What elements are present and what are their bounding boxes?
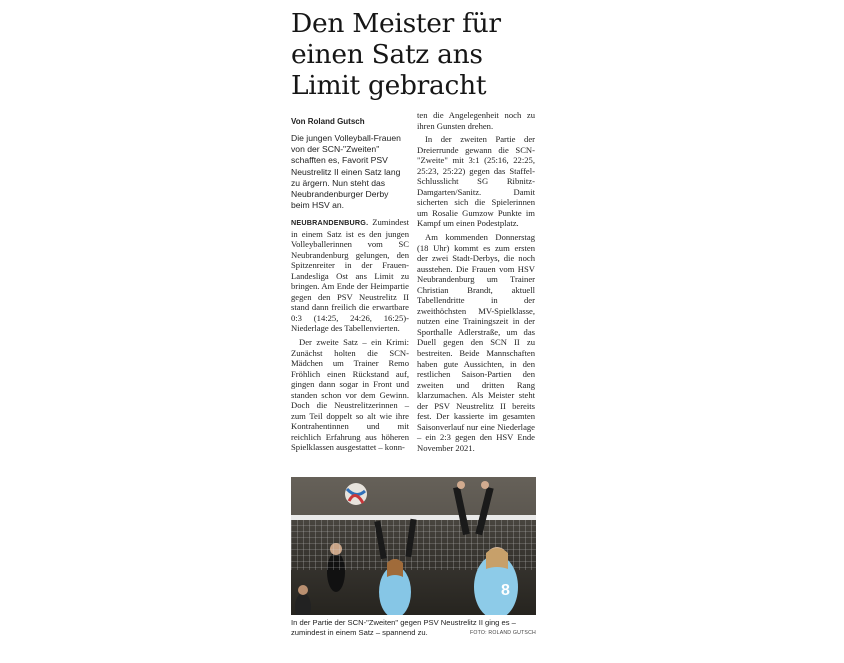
- article-teaser: Die jungen Volleyball-Frauen von der SCN-"Zweiten" schafften es, Favorit PSV Neustrelitz II einen Satz lang zu ärgern. Nun steht das Neubrandenburger Derby beim HSV an.: [291, 133, 401, 211]
- article-paragraph-1: [291, 217, 409, 334]
- paragraph-1-text: Zumindest in einem Satz ist es den jungen Volleyballerinnen vom SC Neubrandenburg gelungen, den Spitzenreiter in der Frauen-Landesliga Ost ans Limit zu bringen. Am Ende der Heimpartie gegen den PSV Neustrelitz II stand dann freilich die erwartbare 0:3 (14:25, 24:26, 16:25)-Niederlage des Tabellenvierten.: [291, 217, 409, 334]
- volleyball-photo: [291, 477, 536, 615]
- article-paragraph-2-part: Der zweite Satz – ein Krimi: Zunächst holten die SCN-Mädchen um Trainer Remo Fröhlich einen Rückstand auf, gingen dann sogar in Front und standen schon vor dem Gewinn. Doch die Neustrelitzerinnen – zum Teil doppelt so alt wie ihre Kontrahentinnen und mit reichlich Erfahrung aus höheren Spielklassen ausgestattet – konn-: [291, 337, 409, 453]
- article-column-left: [291, 217, 409, 456]
- photo-credit: FOTO: ROLAND GUTSCH: [470, 630, 536, 636]
- article-paragraph-4: Am kommenden Donnerstag (18 Uhr) kommt es zum ersten der zwei Stadt-Derbys, die noch ausstehen. Die Frauen vom HSV Neubrandenburg um Trainer Christian Brandt, aktuell Tabellendritte in der zweithöchsten MV-Spielklasse, nutzen eine Trainingszeit in der Sporthalle Adlerstraße, um das Duell gegen den SCN II zu bestreiten. Beide Mannschaften haben gute Aussichten, in den restlichen Saison-Partien den zweiten und dritten Rang klarzumachen. Als Meister steht der PSV Neustrelitz II bereits fest. Der kassierte im gesamten Saisonverlauf nur eine Niederlage – ein 2:3 gegen den HSV Ende November 2021.: [417, 232, 535, 453]
- article-paragraph-2-rest: ten die Angelegenheit noch zu ihren Gunsten drehen.: [417, 110, 535, 131]
- newspaper-clipping: [286, 0, 542, 663]
- dateline: NEUBRANDENBURG.: [291, 218, 369, 227]
- article-byline: Von Roland Gutsch: [291, 117, 365, 126]
- photo-caption: In der Partie der SCN-"Zweiten" gegen PSV Neustrelitz II ging es – zumindest in einem Satz – spannend zu.: [291, 618, 516, 637]
- svg-text:8: 8: [501, 582, 510, 599]
- article-paragraph-3: In der zweiten Partie der Dreierrunde gewann die SCN-"Zweite" mit 3:1 (25:16, 22:25, 25:23, 25:22) gegen das Staffel-Schlusslicht SG Ribnitz-Damgarten/Sanitz. Damit sicherten sich die Spielerinnen um Rosalie Gumzow Punkte im Kampf um einen Podestplatz.: [417, 134, 535, 229]
- article-column-right: [417, 110, 535, 457]
- article-headline: Den Meister für einen Satz ans Limit gebracht: [291, 8, 501, 101]
